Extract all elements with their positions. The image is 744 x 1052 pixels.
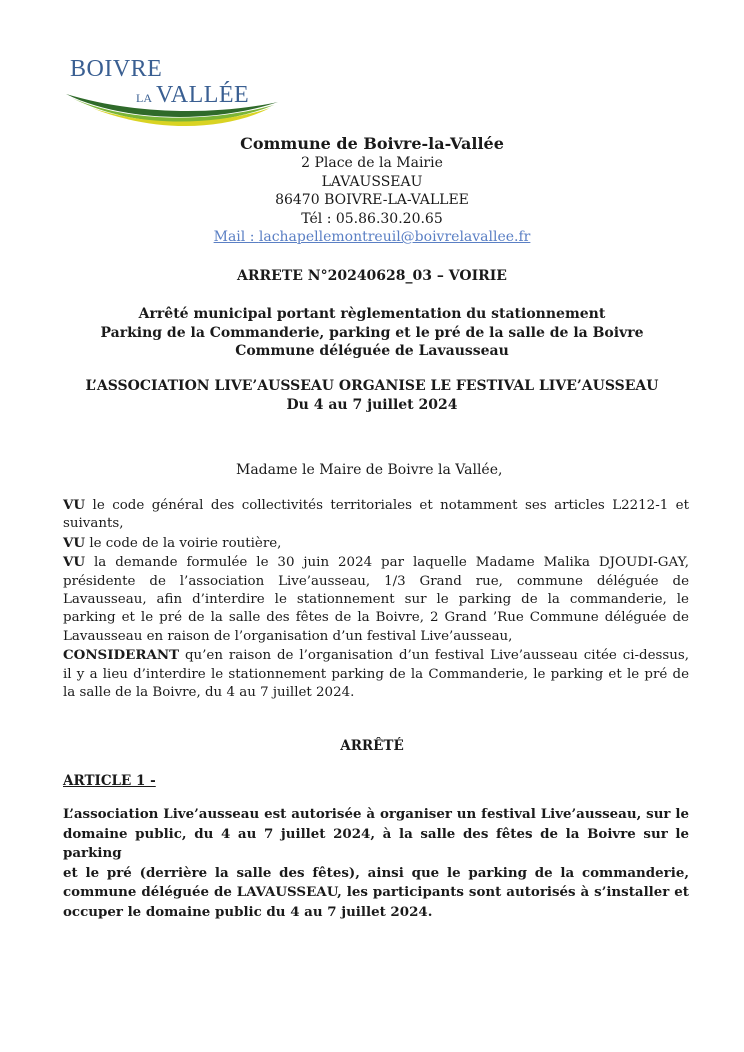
festival-block [0,377,744,414]
article-1-line-2: domaine public, du 4 au 7 juillet 2024, à la salle des fêtes de la Boivre sur le parking [63,825,689,861]
subject-line-2: Parking de la Commanderie, parking et le pré de la salle de la Boivre [100,324,644,341]
vu-3-text-a: la demande formulée le 30 juin 2024 par laquelle Madame Malika DJOUDI-GAY, [85,555,689,571]
address-line-3: 86470 BOIVRE-LA-VALLEE [275,192,469,208]
vu-3-line-e: Lavausseau en raison de l’organisation d’un festival Live’ausseau, [63,628,513,644]
commune-name: Commune de Boivre-la-Vallée [240,134,504,153]
festival-line-1: L’ASSOCIATION LIVE’AUSSEAU ORGANISE LE FESTIVAL LIVE’AUSSEAU [85,378,659,394]
arrete-number: ARRETE N°20240628_03 – VOIRIE [237,268,507,284]
vu-2-line [63,534,689,553]
subject-line-1: Arrêté municipal portant règlementation du stationnement [138,306,606,322]
vu-1-line-b: suivants, [63,516,124,532]
considerant-line-c: la salle de la Boivre, du 4 au 7 juillet 2024. [63,685,355,701]
logo-line1: BOIVRE [70,56,163,82]
vu-3-line-a [63,553,689,572]
vu-3-line-d: parking et le pré de la salle des fêtes de la Boivre, 2 Grand ’Rue Commune déléguée de [63,610,689,626]
vu-3-line-c: Lavausseau, afin d’interdire le stationnement sur le parking de la commanderie, le [63,592,689,608]
maire-salutation: Madame le Maire de Boivre la Vallée, [236,462,503,478]
mail-line [0,228,744,247]
vu-keyword: VU [63,554,86,571]
considerations [63,496,689,702]
logo-line2: VALLÉE [156,82,250,108]
vu-2-text: le code de la voirie routière, [85,535,282,551]
article-1-title: ARTICLE 1 - [63,773,156,789]
vu-3-line-b: présidente de l’association Live’ausseau, 1/3 Grand rue, commune déléguée de [63,573,689,589]
mail-label: Mail : [213,229,259,245]
vu-1-text-a: le code général des collectivités territoriales et notamment ses articles L2212-1 et [85,498,689,513]
address-line-2: LAVAUSSEAU [321,173,423,190]
address-block [0,134,744,247]
festival-dates: Du 4 au 7 juillet 2024 [286,396,458,413]
article-1-line-1: L’association Live’ausseau est autorisée à organiser un festival Live’ausseau, sur le [63,806,689,822]
telephone: Tél : 05.86.30.20.65 [301,210,443,227]
article-1-line-4: commune déléguée de LAVAUSSEAU, les participants sont autorisés à s’installer et [63,884,689,900]
address-line-1: 2 Place de la Mairie [301,155,443,171]
considerant-line-a [63,646,689,665]
boivre-la-vallee-logo [62,52,288,132]
arrete-heading: ARRÊTÉ [340,738,404,754]
article-1-body [63,805,689,922]
logo-la: LA [136,91,152,105]
mail-link[interactable]: lachapellemontreuil@boivrelavallee.fr [258,229,531,245]
considerant-text-a: qu’en raison de l’organisation d’un festival Live’ausseau citée ci-dessus, [179,648,689,664]
logo-graphic [62,52,288,132]
subject-line-3: Commune déléguée de Lavausseau [235,343,509,359]
vu-keyword: VU [63,534,86,551]
article-1-line-5: occuper le domaine public du 4 au 7 juillet 2024. [63,903,433,920]
considerant-line-b: il y a lieu d’interdire le stationnement parking de la Commanderie, le parking et le pré de [63,666,689,682]
vu-1-line-a [63,496,689,515]
article-1-line-3: et le pré (derrière la salle des fêtes), ainsi que le parking de la commanderie, [63,864,689,881]
considerant-keyword: CONSIDERANT [63,647,180,664]
subject-block [0,305,744,361]
vu-keyword: VU [63,497,86,513]
